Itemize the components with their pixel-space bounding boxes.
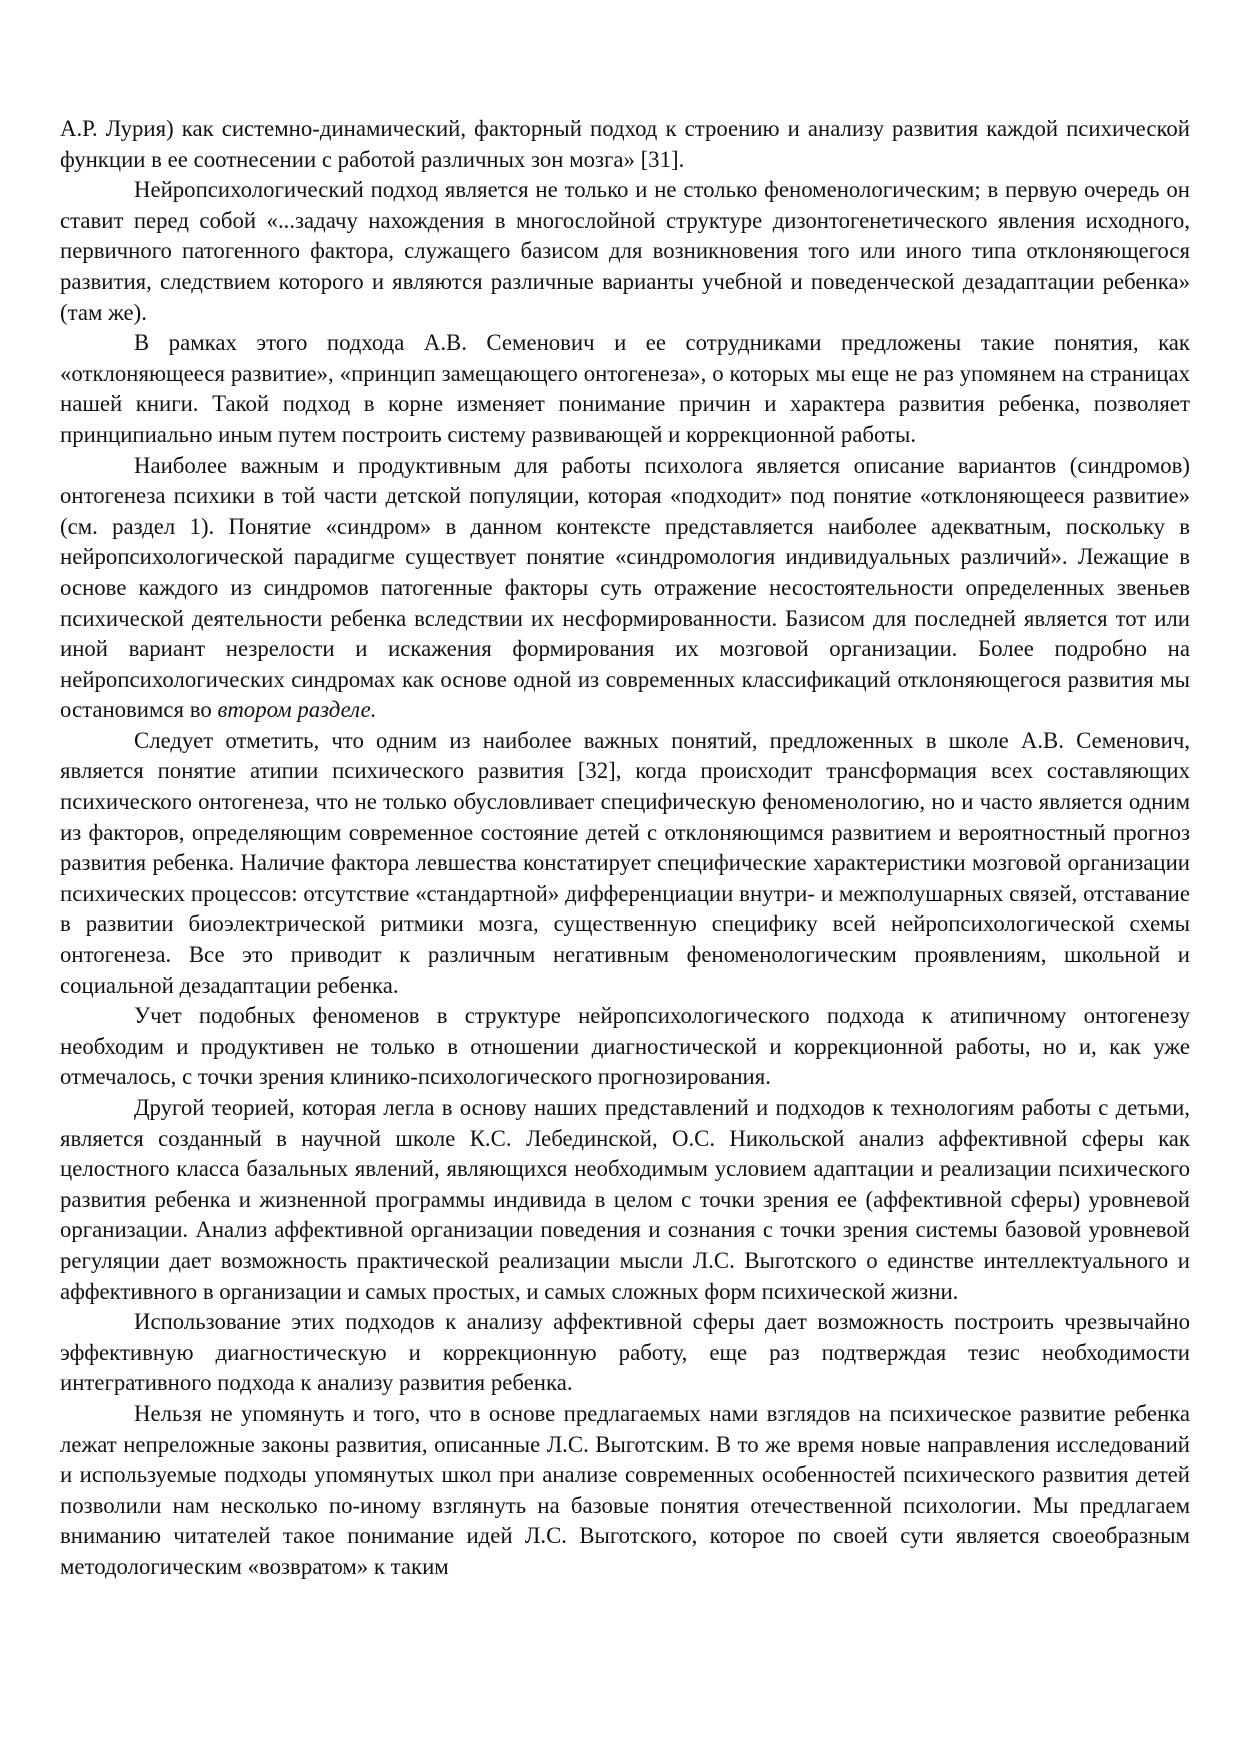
paragraph-4-text: Наиболее важным и продуктивным для работы психолога является описание вариантов (синдромов) онтогенеза психики в той части детской популяции, которая «подходит» под понятие «отклоняющееся развитие» (см. раздел 1). Понятие «синдром» в данном контексте представляется наиболее адекватным, поскольку в нейропсихологической парадигме существует понятие «синдромология индивидуальных различий». Лежащие в основе каждого из синдромов патогенные факторы суть отражение несостоятельности определенных звеньев психической деятельности ребенка вследствии их несформированности. Базисом для последней является тот или иной вариант незрелости и искажения формирования их мозговой организации. Более подробно на нейропсихологических синдромах как основе одной из современных классификаций отклоняющегося развития мы остановимся во [60,452,1190,723]
body-text [60,114,1190,1583]
paragraph-7: Другой теорией, которая легла в основу наших представлений и подходов к технологиям работы с детьми, является созданный в научной школе К.С. Лебединской, О.С. Никольской анализ аффективной сферы как целостного класса базальных явлений, являющихся необходимым условием адаптации и реализации психического развития ребенка и жизненной программы индивида в целом с точки зрения ее (аффективной сферы) уровневой организации. Анализ аффективной организации поведения и сознания с точки зрения системы базовой уровневой регуляции дает возможность практической реализации мысли Л.С. Выготского о единстве интеллектуального и аффективного в организации и самых простых, и самых сложных форм психической жизни. [60,1095,1190,1304]
paragraph-3: В рамках этого подхода А.В. Семенович и ее сотрудниками предложены такие понятия, как «отклоняющееся развитие», «принцип замещающего онтогенеза», о которых мы еще не раз упомянем на страницах нашей книги. Такой подход в корне изменяет понимание причин и характера развития ребенка, позволяет принципиально иным путем построить систему развивающей и коррекционной работы. [60,330,1190,447]
paragraph-1: А.Р. Лурия) как системно-динамический, факторный подход к строению и анализу развития каждой психической функции в ее соотнесении с работой различных зон мозга» [31]. [60,116,1190,172]
paragraph-2: Нейропсихологический подход является не только и не столько феноменологическим; в первую очередь он ставит перед собой «...задачу нахождения в многослойной структуре дизонтогенетического явления исходного, первичного патогенного фактора, служащего базисом для возникновения того или иного типа отклоняющегося развития, следствием которого и являются различные варианты учебной и поведенческой дезадаптации ребенка» (там же). [60,177,1190,325]
paragraph-8: Использование этих подходов к анализу аффективной сферы дает возможность построить чрезвычайно эффективную диагностическую и коррекционную работу, еще раз подтверждая тезис необходимости интегративного подхода к анализу развития ребенка. [60,1309,1190,1396]
paragraph-9: Нельзя не упомянуть и того, что в основе предлагаемых нами взглядов на психическое развитие ребенка лежат непреложные законы развития, описанные Л.С. Выготским. В то же время новые направления исследований и используемые подходы упомянутых школ при анализе современных особенностей психического развития детей позволили нам несколько по-иному взглянуть на базовые понятия отечественной психологии. Мы предлагаем вниманию читателей такое понимание идей Л.С. Выготского, которое по своей сути является своеобразным методологическим «возвратом» к таким [60,1400,1190,1579]
paragraph-5: Следует отметить, что одним из наиболее важных понятий, предложенных в школе А.В. Семенович, является понятие атипии психического развития [32], когда происходит трансформация всех составляющих психического онтогенеза, что не только обусловливает специфическую феноменологию, но и часто является одним из факторов, определяющим современное состояние детей с отклоняющимся развитием и вероятностный прогноз развития ребенка. Наличие фактора левшества констатирует специфические характеристики мозговой организации психических процессов: отсутствие «стандартной» дифференциации внутри- и межполушарных связей, отставание в развитии биоэлектрической ритмики мозга, существенную специфику всей нейропсихологической схемы онтогенеза. Все это приводит к различным негативным феноменологическим проявлениям, школьной и социальной дезадаптации ребенка. [60,727,1190,998]
paragraph-4-italic: втором разделе. [217,697,377,723]
paragraph-6: Учет подобных феноменов в структуре нейропсихологического подхода к атипичному онтогенезу необходим и продуктивен не только в отношении диагностической и коррекционной работы, но и, как уже отмечалось, с точки зрения клинико-психологического прогнозирования. [60,1003,1190,1090]
paragraph-4 [60,451,1190,726]
